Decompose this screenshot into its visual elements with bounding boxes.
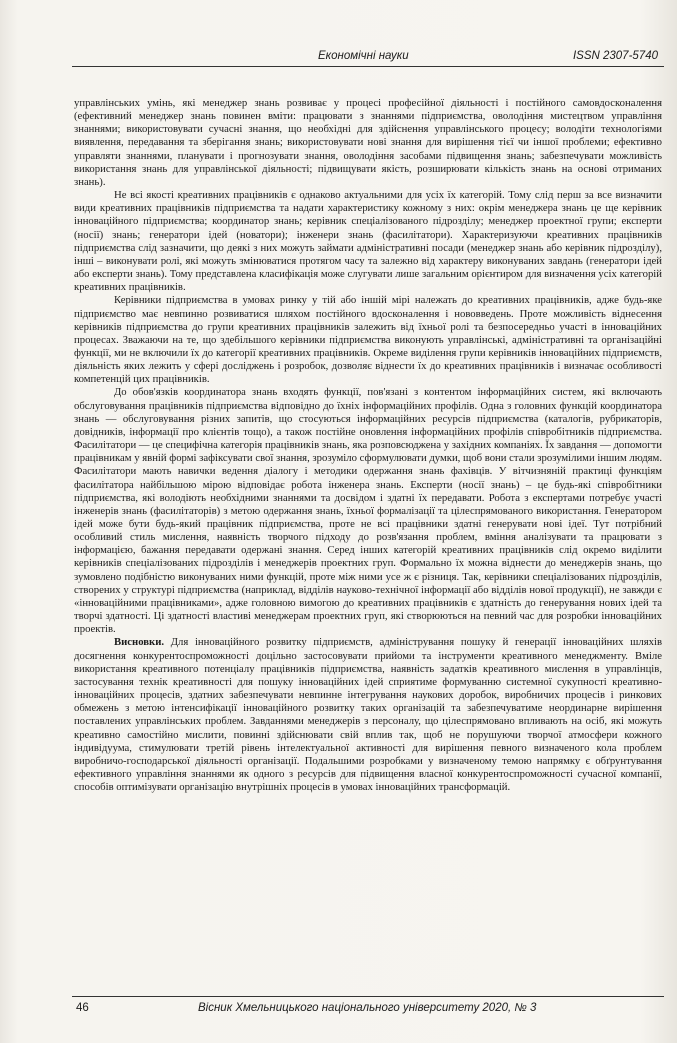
header-issn: ISSN 2307-5740 <box>572 50 658 62</box>
conclusions-heading: Висновки. <box>114 636 165 649</box>
conclusions-text: Для інноваційного розвитку підприємств, адміністрування пошуку й генерації інноваційних шляхів досягнення конкурентоспроможності доцільно застосовувати прийоми та інструменти креативного менеджменту. Вміле використання креативного потенціалу працівників підприємства, наявність задатків креативного мислення в управлінців, застосування технік креативності для пошуку інноваційних ідей сприятиме формуванню системної сукупності креативно-інноваційних процесів, здатних забезпечувати невпинне інтегрування наукових доробок, виробничих процесів і ринкових обмежень з метою інтенсифікації інноваційного розвитку таких організацій та забезпечуватиме неординарне вирішення поставлених управлінських проблем. Завданнями менеджерів з персоналу, що цілеспрямовано впливають на осіб, які можуть креативно самостійно мислити, повинні здійснювати свій вплив так, щоб не порушуючи творчої атмосфери кожного індивідуума, стимулювати третій рівень інтелектуальної активності для вирішення певного визначеного кола проблем виробничо-господарської діяльності організації. Подальшими розробками у визначеному темою напрямку є обґрунтування ефективного управління знаннями як одного з ресурсів для підвищення власної конкурентоспроможності сучасної компанії, способів оптимізувати організацію внутрішніх процесів в умовах інноваційних трансформацій. <box>74 636 662 794</box>
paragraph-enterprise-managers: Керівники підприємства в умовах ринку у тій або іншій мірі належать до креативних працівників, адже будь-яке підприємство має невпинно розвиватися шляхом постійного вдосконалення і нововведень. Проте можливість віднесення керівників підприємства до групи креативних працівників залежить від їхньої ролі та безпосередньо участі в інноваційних процесах. Зважаючи на те, що здебільшого керівники підприємства виконують управлінські, адміністративні та організаційні функції, ми не включили їх до категорії креативних працівників. Окреме виділення групи керівників інноваційних підприємств, діяльність яких лежить у сфері досліджень і розробок, дозволяє віднести їх до креативних працівників і визначає особливості компетенцій цих працівників. <box>74 294 662 386</box>
paragraph-creative-worker-types: Не всі якості креативних працівників є однаково актуальними для усіх їх категорій. Тому слід перш за все визначити види креативних працівників підприємства та надати характеристику кожному з них: окрім менеджера знань це ще керівник інноваційного підприємства; координатор знань; керівник спеціалізованого підрозділу; менеджер проектної групи; експерти (носії) знань; генератори ідей (новатори); інженери знань (фасилітатори). Характеризуючи креативних працівників підприємства слід зазначити, що деякі з них можуть займати адміністративні посади (менеджер знань або керівник підрозділу), інші – виконувати ролі, які можуть змінюватися протягом часу та залежно від характеру виконуваних завдань (генератори ідей або експерти знань). Тому представлена класифікація може слугувати лише загальним орієнтиром для визначення усіх категорій креативних працівників. <box>74 189 662 294</box>
running-footer <box>72 1000 664 1018</box>
article-body <box>74 97 662 997</box>
footer-rule <box>72 996 664 997</box>
running-header <box>72 47 664 67</box>
paragraph-conclusions <box>74 636 662 794</box>
header-section-title: Економічні науки <box>318 50 409 62</box>
page-number: 46 <box>76 1002 89 1014</box>
paragraph-knowledge-manager-skills: управлінських умінь, які менеджер знань розвиває у процесі професійної діяльності і постійного самовдосконалення (ефективний менеджер знань повинен вміти: працювати з знаннями підприємства, оволодіння мистецтвом управління знаннями; використовувати сучасні знання, що необхідні для здійснення управлінського процесу; володіти технологіями виявлення, передавання та зберігання знань; використовувати нові знання для вирішення тієї чи іншої проблеми; ефективно управляти знаннями, планувати і прогнозувати знання, оволодіння засобами підвищення знань; забезпечувати можливість використання знань для управлінської діяльності; підвищувати якість, розширювати кількість знань на основі отриманих знань). <box>74 97 662 188</box>
paragraph-knowledge-coordinator: До обов'язків координатора знань входять функції, пов'язані з контентом інформаційних систем, які включають обслуговування працівників підприємства відповідно до їхніх інформаційних профілів. Одна з головних функцій координатора знань — обслуговування різних запитів, що стосуються інформаційних ресурсів підприємства (каталогів, рубрикаторів, довідників, інформації про клієнтів тощо), а також постійне оновлення інформаційних профілів співробітників підприємства. Фасилітатори — це специфічна категорія працівників знань, яка розповсюджена у західних компаніях. Їх завдання — допомогти працівникам у явній формі зафіксувати свої знання, зрозуміло сформулювати думки, щоб вони стали зрозумілими іншим людям. Фасилітатори мають навички ведення діалогу і методики одержання знань фахівців. У вітчизняній практиці функціям фасилітатора найбільшою мірою відповідає робота інженера знань. Експерти (носії знань) – це будь-які співробітники підприємства, які володіють необхідними знаннями та досвідом і здатні їх передавати. Робота з експертами потребує участі інженерів знань (фасилітаторів) з метою одержання знань, їхньої формалізації та цілеспрямованого використання. Генератором ідей може бути будь-який працівник підприємства, проте не всі працівники здатні генерувати нові ідеї. Тут потрібний особливий стиль мислення, наявність творчого підходу до розв'язання проблем, вміння аналізувати та працювати з інформацією, бажання передавати одержані знання. Серед інших категорій креативних працівників слід окремо виділити керівників спеціалізованих підрозділів і менеджерів проектних груп. Формально їх можна віднести до менеджерів знань, що зумовлено подібністю виконуваних ними функцій, проте між ними усе ж є різниця. Так, керівники спеціалізованих підрозділів, створених у структурі підприємства (наприклад, відділів науково-технічної інформації або відділів нової продукції), не завжди є «інноваційними працівниками», адже головною вимогою до креативних працівників є здатність до генерування нових ідей та творчі здатності. Ці здатності властиві менеджерам проектних груп, які створюються на певний час для розробки інноваційних проектів. <box>74 386 662 636</box>
footer-journal-title: Вісник Хмельницького національного університету 2020, № 3 <box>198 1002 537 1014</box>
header-rule <box>72 66 664 67</box>
